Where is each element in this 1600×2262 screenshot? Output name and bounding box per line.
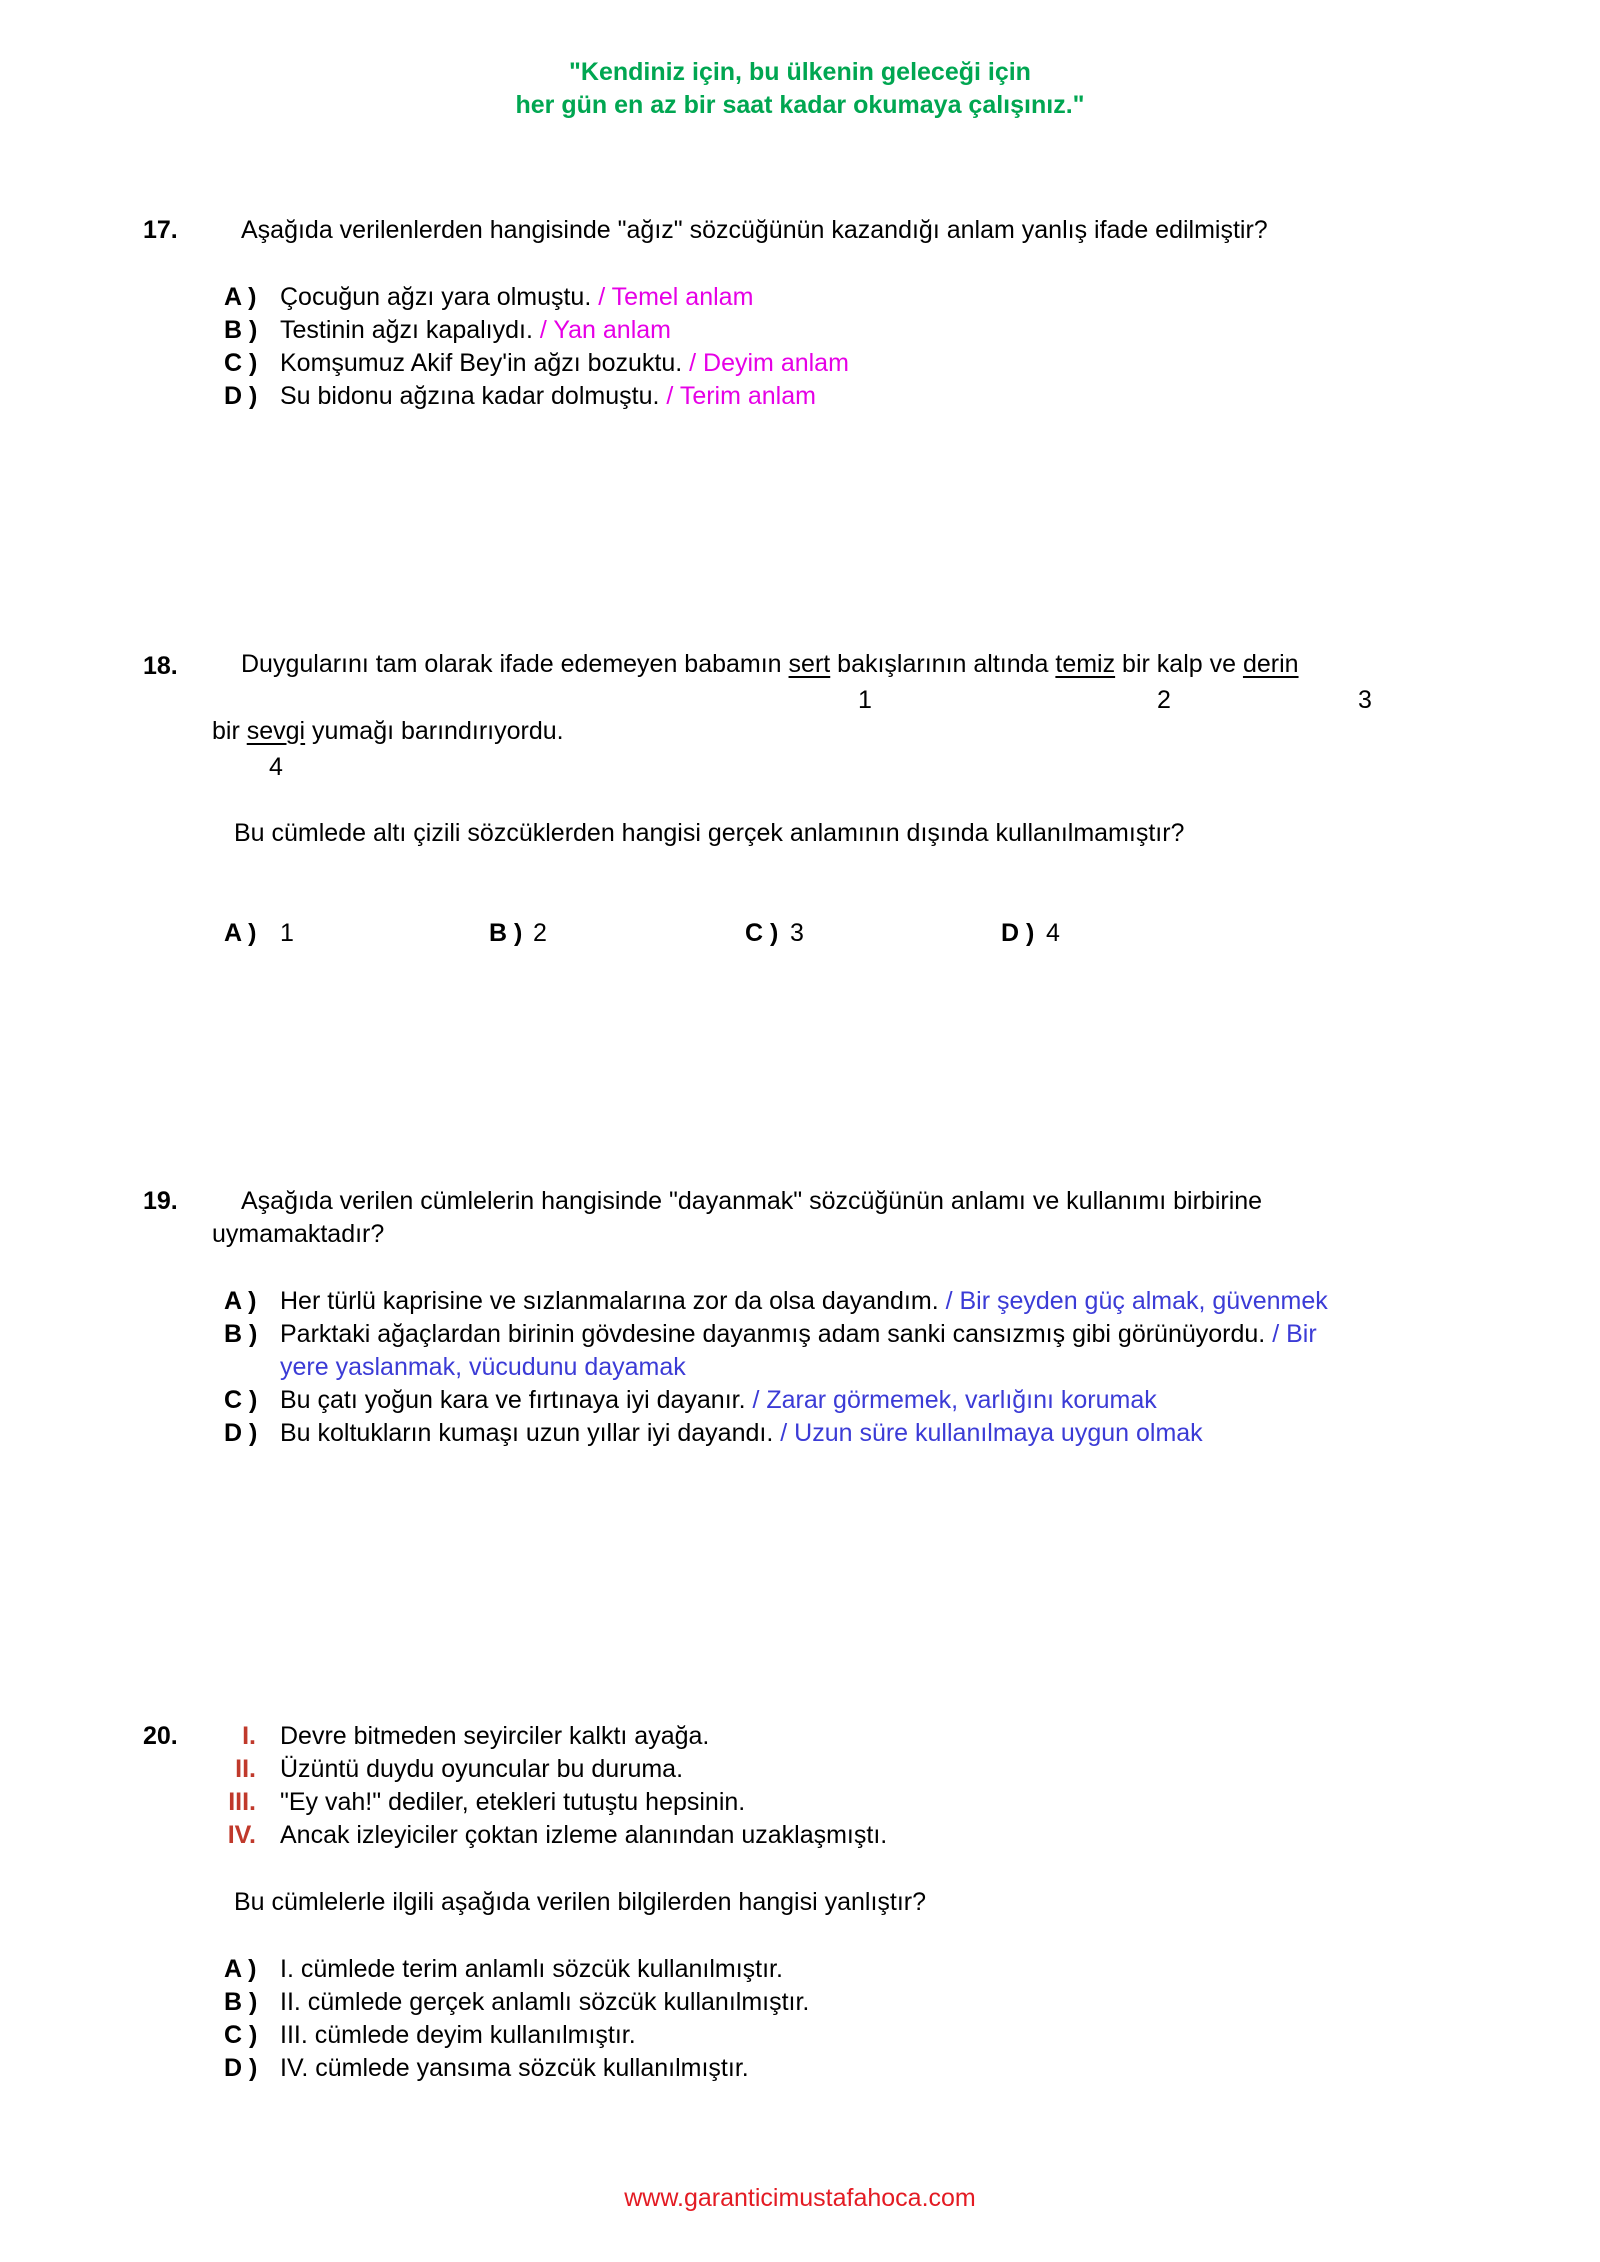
option-text: Çocuğun ağzı yara olmuştu. xyxy=(280,283,592,311)
option-a[interactable]: I. cümlede terim anlamlı sözcük kullanılmıştır. xyxy=(280,1955,783,1983)
sentence-3: "Ey vah!" dediler, etekleri tutuştu hepsinin. xyxy=(280,1788,746,1816)
option-a-letter[interactable]: A ) xyxy=(224,283,257,311)
option-c-letter[interactable]: C ) xyxy=(224,349,258,377)
option-d[interactable]: IV. cümlede yansıma sözcük kullanılmıştır. xyxy=(280,2054,749,2082)
option-d-letter[interactable]: D ) xyxy=(224,1419,258,1447)
quote-line-2: her gün en az bir saat kadar okumaya çalışınız." xyxy=(515,91,1085,119)
underlined-word-3: derin xyxy=(1242,650,1299,678)
option-b[interactable]: II. cümlede gerçek anlamlı sözcük kullanılmıştır. xyxy=(280,1988,810,2016)
option-b-letter[interactable]: B ) xyxy=(224,316,258,344)
option-text: Her türlü kaprisine ve sızlanmalarına zor da olsa dayandım. xyxy=(280,1287,939,1315)
question-number: 20. xyxy=(143,1722,178,1750)
underlined-word-4: sevgi xyxy=(246,717,306,745)
option-b-meaning-continued: yere yaslanmak, vücudunu dayamak xyxy=(280,1353,686,1381)
option-meaning: / Yan anlam xyxy=(539,316,671,344)
option-a[interactable]: 1 xyxy=(280,919,294,947)
option-a-letter[interactable]: A ) xyxy=(224,1287,257,1315)
option-d[interactable] xyxy=(280,1417,1203,1450)
question-number: 19. xyxy=(143,1187,178,1215)
option-text: Bu çatı yoğun kara ve fırtınaya iyi dayanır. xyxy=(280,1386,746,1414)
option-text: Komşumuz Akif Bey'in ağzı bozuktu. xyxy=(280,349,683,377)
sentence-2: Üzüntü duydu oyuncular bu duruma. xyxy=(280,1755,684,1783)
sentence-part: yumağı barındırıyordu. xyxy=(305,717,564,745)
option-a-letter[interactable]: A ) xyxy=(224,919,257,947)
option-meaning: / Bir şeyden güç almak, güvenmek xyxy=(945,1287,1328,1315)
question-text-line-2: uymamaktadır? xyxy=(212,1220,385,1248)
option-d[interactable]: 4 xyxy=(1046,919,1060,947)
roman-numeral-1: I. xyxy=(242,1722,256,1750)
underlined-word-2: temiz xyxy=(1055,650,1116,678)
sentence-part: Duygularını tam olarak ifade edemeyen babamın xyxy=(241,650,789,678)
motivational-quote xyxy=(0,56,1600,122)
option-text: Su bidonu ağzına kadar dolmuştu. xyxy=(280,382,660,410)
option-c-letter[interactable]: C ) xyxy=(224,1386,258,1414)
sentence-part: bir kalp ve xyxy=(1115,650,1243,678)
question-text-line-1: Aşağıda verilen cümlelerin hangisinde "dayanmak" sözcüğünün anlamı ve kullanımı birbirine xyxy=(241,1187,1263,1215)
roman-numeral-2: II. xyxy=(235,1755,256,1783)
roman-numeral-3: III. xyxy=(228,1788,256,1816)
option-meaning: / Zarar görmemek, varlığını korumak xyxy=(752,1386,1157,1414)
question-text: Bu cümlelerle ilgili aşağıda verilen bilgilerden hangisi yanlıştır? xyxy=(234,1888,927,1916)
option-b[interactable] xyxy=(280,314,671,347)
option-c-letter[interactable]: C ) xyxy=(224,2021,258,2049)
option-c[interactable] xyxy=(280,1384,1157,1417)
option-b[interactable] xyxy=(280,1318,1317,1351)
sentence-line-1 xyxy=(241,648,1299,681)
option-b-letter[interactable]: B ) xyxy=(224,1320,258,1348)
option-d[interactable] xyxy=(280,380,816,413)
option-meaning: / Uzun süre kullanılmaya uygun olmak xyxy=(780,1419,1203,1447)
sentence-line-2 xyxy=(212,715,564,748)
option-meaning: / Deyim anlam xyxy=(689,349,849,377)
option-text: Parktaki ağaçlardan birinin gövdesine dayanmış adam sanki cansızmış gibi görünüyordu. xyxy=(280,1320,1266,1348)
option-b[interactable]: 2 xyxy=(533,919,547,947)
marker-1: 1 xyxy=(858,686,872,714)
question-number: 18. xyxy=(143,652,178,680)
sentence-1: Devre bitmeden seyirciler kalktı ayağa. xyxy=(280,1722,710,1750)
option-text: Bu koltukların kumaşı uzun yıllar iyi dayandı. xyxy=(280,1419,774,1447)
option-meaning: / Terim anlam xyxy=(666,382,816,410)
sentence-part: bir xyxy=(212,717,247,745)
sentence-4: Ancak izleyiciler çoktan izleme alanından uzaklaşmıştı. xyxy=(280,1821,888,1849)
sentence-part: bakışlarının altında xyxy=(830,650,1056,678)
option-b-letter[interactable]: B ) xyxy=(489,919,523,947)
marker-4: 4 xyxy=(269,753,283,781)
footer-website-link[interactable]: www.garanticimustafahoca.com xyxy=(624,2184,976,2212)
option-a[interactable] xyxy=(280,281,753,314)
option-text: Testinin ağzı kapalıydı. xyxy=(280,316,533,344)
question-number: 17. xyxy=(143,216,178,244)
underlined-word-1: sert xyxy=(788,650,831,678)
option-c[interactable]: III. cümlede deyim kullanılmıştır. xyxy=(280,2021,636,2049)
roman-numeral-4: IV. xyxy=(227,1821,256,1849)
option-c-letter[interactable]: C ) xyxy=(745,919,779,947)
option-c[interactable]: 3 xyxy=(790,919,804,947)
question-text: Bu cümlede altı çizili sözcüklerden hangisi gerçek anlamının dışında kullanılmamıştır? xyxy=(234,819,1185,847)
option-meaning: / Bir xyxy=(1272,1320,1317,1348)
option-c[interactable] xyxy=(280,347,849,380)
option-b-letter[interactable]: B ) xyxy=(224,1988,258,2016)
option-d-letter[interactable]: D ) xyxy=(224,382,258,410)
marker-3: 3 xyxy=(1358,686,1372,714)
quote-line-1: "Kendiniz için, bu ülkenin geleceği için xyxy=(569,58,1031,86)
option-meaning: / Temel anlam xyxy=(598,283,754,311)
question-text: Aşağıda verilenlerden hangisinde "ağız" sözcüğünün kazandığı anlam yanlış ifade edilmiştir? xyxy=(241,216,1268,244)
option-d-letter[interactable]: D ) xyxy=(1001,919,1035,947)
option-d-letter[interactable]: D ) xyxy=(224,2054,258,2082)
option-a[interactable] xyxy=(280,1285,1328,1318)
marker-2: 2 xyxy=(1157,686,1171,714)
option-a-letter[interactable]: A ) xyxy=(224,1955,257,1983)
